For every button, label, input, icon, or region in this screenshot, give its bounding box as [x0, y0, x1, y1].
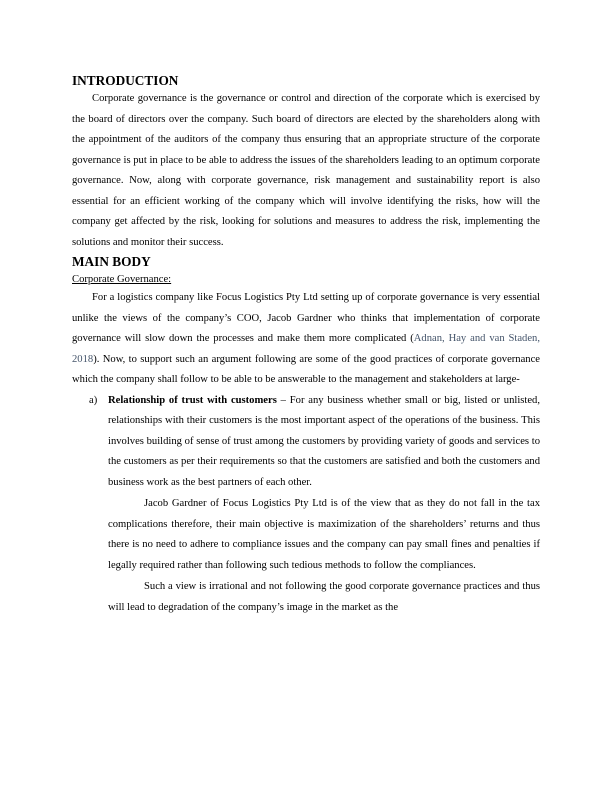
intro-paragraph: Corporate governance is the governance or control and direction of the corporate which is exercised by the board of directors over the company. Such board of directors are elected by the shareholders along with the appointment of the auditors of the company thus ensuring that an appropriate structure of the corporate governance is put in place to be able to address the issues of the shareholders leading to an optimum corporate governance. Now, along with corporate governance, risk management and sustainability report is also essential for an efficient working of the company which will involve identifying the risks, how will the company get affected by the risk, looking for solutions and measures to address the risk, implementing the solutions and monitor their success. — [72, 93, 540, 248]
list-item-lead: Relationship of trust with customers — [108, 394, 277, 406]
citation: Adnan, Hay and van Staden, 2018 — [72, 333, 540, 365]
practices-list — [72, 391, 540, 619]
main-body-heading: MAIN BODY — [72, 254, 151, 269]
list-item-subparagraph-2: Such a view is irrational and not following the good corporate governance practices and thus will lead to degradation of the company’s image in the market as the — [108, 581, 540, 613]
main-paragraph-text-start: For a logistics company like Focus Logistics Pty Ltd setting up of corporate governance is very essential unlike the views of the company’s COO, Jacob Gardner who thinks that implementation of corporate governance will slow down the processes and make them more complicated ( — [72, 292, 540, 344]
list-item-subparagraph-1: Jacob Gardner of Focus Logistics Pty Ltd is of the view that as they do not fall in the tax complications therefore, their main objective is maximization of the shareholders’ returns and thus there is no need to adhere to compliance issues and the company can pay small fines and penalties if legally required rather than following such tedious methods to follow the compliances. — [108, 498, 540, 571]
list-item — [72, 391, 540, 619]
list-marker: a) — [89, 394, 98, 406]
list-item-paragraph — [108, 391, 540, 494]
main-paragraph-text-end: ). Now, to support such an argument following are some of the good practices of corporate governance which the company shall follow to be able to be answerable to the management and stakeholders at large- — [72, 353, 540, 385]
intro-heading: INTRODUCTION — [72, 73, 179, 88]
list-item-text: – For any business whether small or big, listed or unlisted, relationships with their customers is the most important aspect of the operations of the business. This involves building of sense of trust among the customers by providing variety of goods and services to the customers as per their requirements so that the customers are satisfied and both the customers and business work as the best partners of each other. — [108, 394, 540, 488]
corporate-governance-subheading: Corporate Governance: — [72, 274, 172, 285]
main-paragraph — [72, 288, 540, 391]
